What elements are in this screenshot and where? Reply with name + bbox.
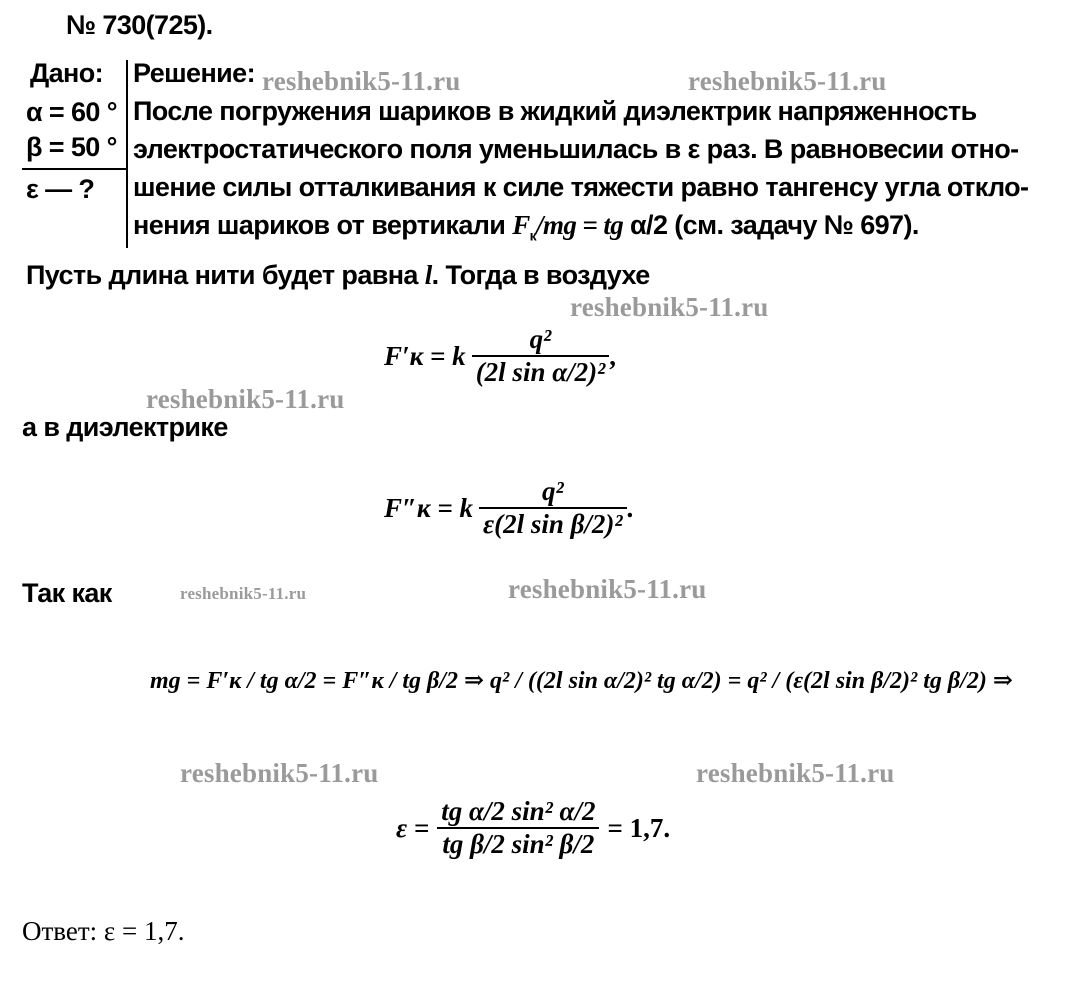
since-text: Так как <box>22 578 112 608</box>
dielectric-text: а в диэлектрике <box>22 412 228 442</box>
given-alpha: α = 60 ° <box>26 97 117 127</box>
solution-line-1: После погружения шариков в жидкий диэлектрик напряженность <box>133 96 977 126</box>
formula-air-fraction <box>472 324 610 388</box>
formula-dielectric-lhs: F″к = k <box>384 492 473 523</box>
formula-dielectric-fraction <box>479 476 627 540</box>
formula-result-lhs: ε = <box>396 812 430 843</box>
watermark: reshebnik5-11.ru <box>570 292 769 322</box>
watermark: reshebnik5-11.ru <box>688 66 887 96</box>
watermark: reshebnik5-11.ru <box>508 574 707 604</box>
ratio-formula: /mg = tg <box>536 210 624 240</box>
formula-air: F′к = k $\frac{\text{q²}}{\text{(2l sin α/2)²}}$ , <box>384 324 616 387</box>
watermark: reshebnik5-11.ru <box>262 66 461 96</box>
formula-dielectric: F″к = k $\frac{\text{q²}}{\text{ε(2l sin β/2)²}}$ . <box>384 476 634 539</box>
watermark: reshebnik5-11.ru <box>180 584 307 603</box>
solution-label: Решение: <box>133 58 255 88</box>
given-label: Дано: <box>30 58 104 88</box>
force-subscript: к <box>529 227 537 244</box>
given-divider <box>22 168 126 170</box>
problem-number: № 730(725). <box>66 10 213 40</box>
given-beta: β = 50 ° <box>26 132 117 162</box>
formula-dielectric-denominator: ε(2l sin β/2)² <box>483 509 623 539</box>
answer-text: Ответ: ε = 1,7. <box>22 916 185 946</box>
formula-air-numerator: q² <box>529 324 552 354</box>
solution-line-2: электростатического поля уменьшилась в ε раз. В равновесии отно- <box>133 134 1019 164</box>
solution-line-4-suffix: α/2 (см. задачу № 697). <box>623 210 919 240</box>
formula-equilibrium <box>150 622 1050 742</box>
formula-dielectric-numerator: q² <box>541 476 564 506</box>
intro-suffix: . Тогда в воздухе <box>431 260 650 290</box>
intro-prefix: Пусть длина нити будет равна <box>26 260 425 290</box>
formula-result-denominator: tg β/2 sin² β/2 <box>442 829 595 859</box>
given-find: ε — ? <box>26 174 95 204</box>
formula-result-fraction <box>437 796 599 860</box>
solution-line-4-prefix: нения шариков от вертикали <box>133 210 513 240</box>
length-var: l <box>424 260 432 290</box>
formula-air-denominator: (2l sin α/2)² <box>475 357 606 387</box>
watermark: reshebnik5-11.ru <box>696 758 895 788</box>
given-vertical-rule <box>126 60 128 248</box>
formula-equilibrium-text: mg = F′к / tg α/2 = F″к / tg β/2 ⇒ q² / ((2l sin α/2)² tg α/2) = q² / (ε(2l sin β/2)² tg β/2) ⇒ <box>150 668 1013 695</box>
watermark: reshebnik5-11.ru <box>146 384 345 414</box>
solution-line-4 <box>133 210 919 243</box>
formula-result-numerator: tg α/2 sin² α/2 <box>441 796 596 826</box>
formula-air-lhs: F′к = k <box>384 340 466 371</box>
watermark: reshebnik5-11.ru <box>180 758 379 788</box>
intro-text <box>26 260 650 291</box>
formula-result-rhs: = 1,7. <box>607 812 671 843</box>
force-symbol: F <box>512 210 530 240</box>
formula-result <box>396 758 670 898</box>
solution-line-3: шение силы отталкивания к силе тяжести равно тангенсу угла откло- <box>133 172 1029 202</box>
